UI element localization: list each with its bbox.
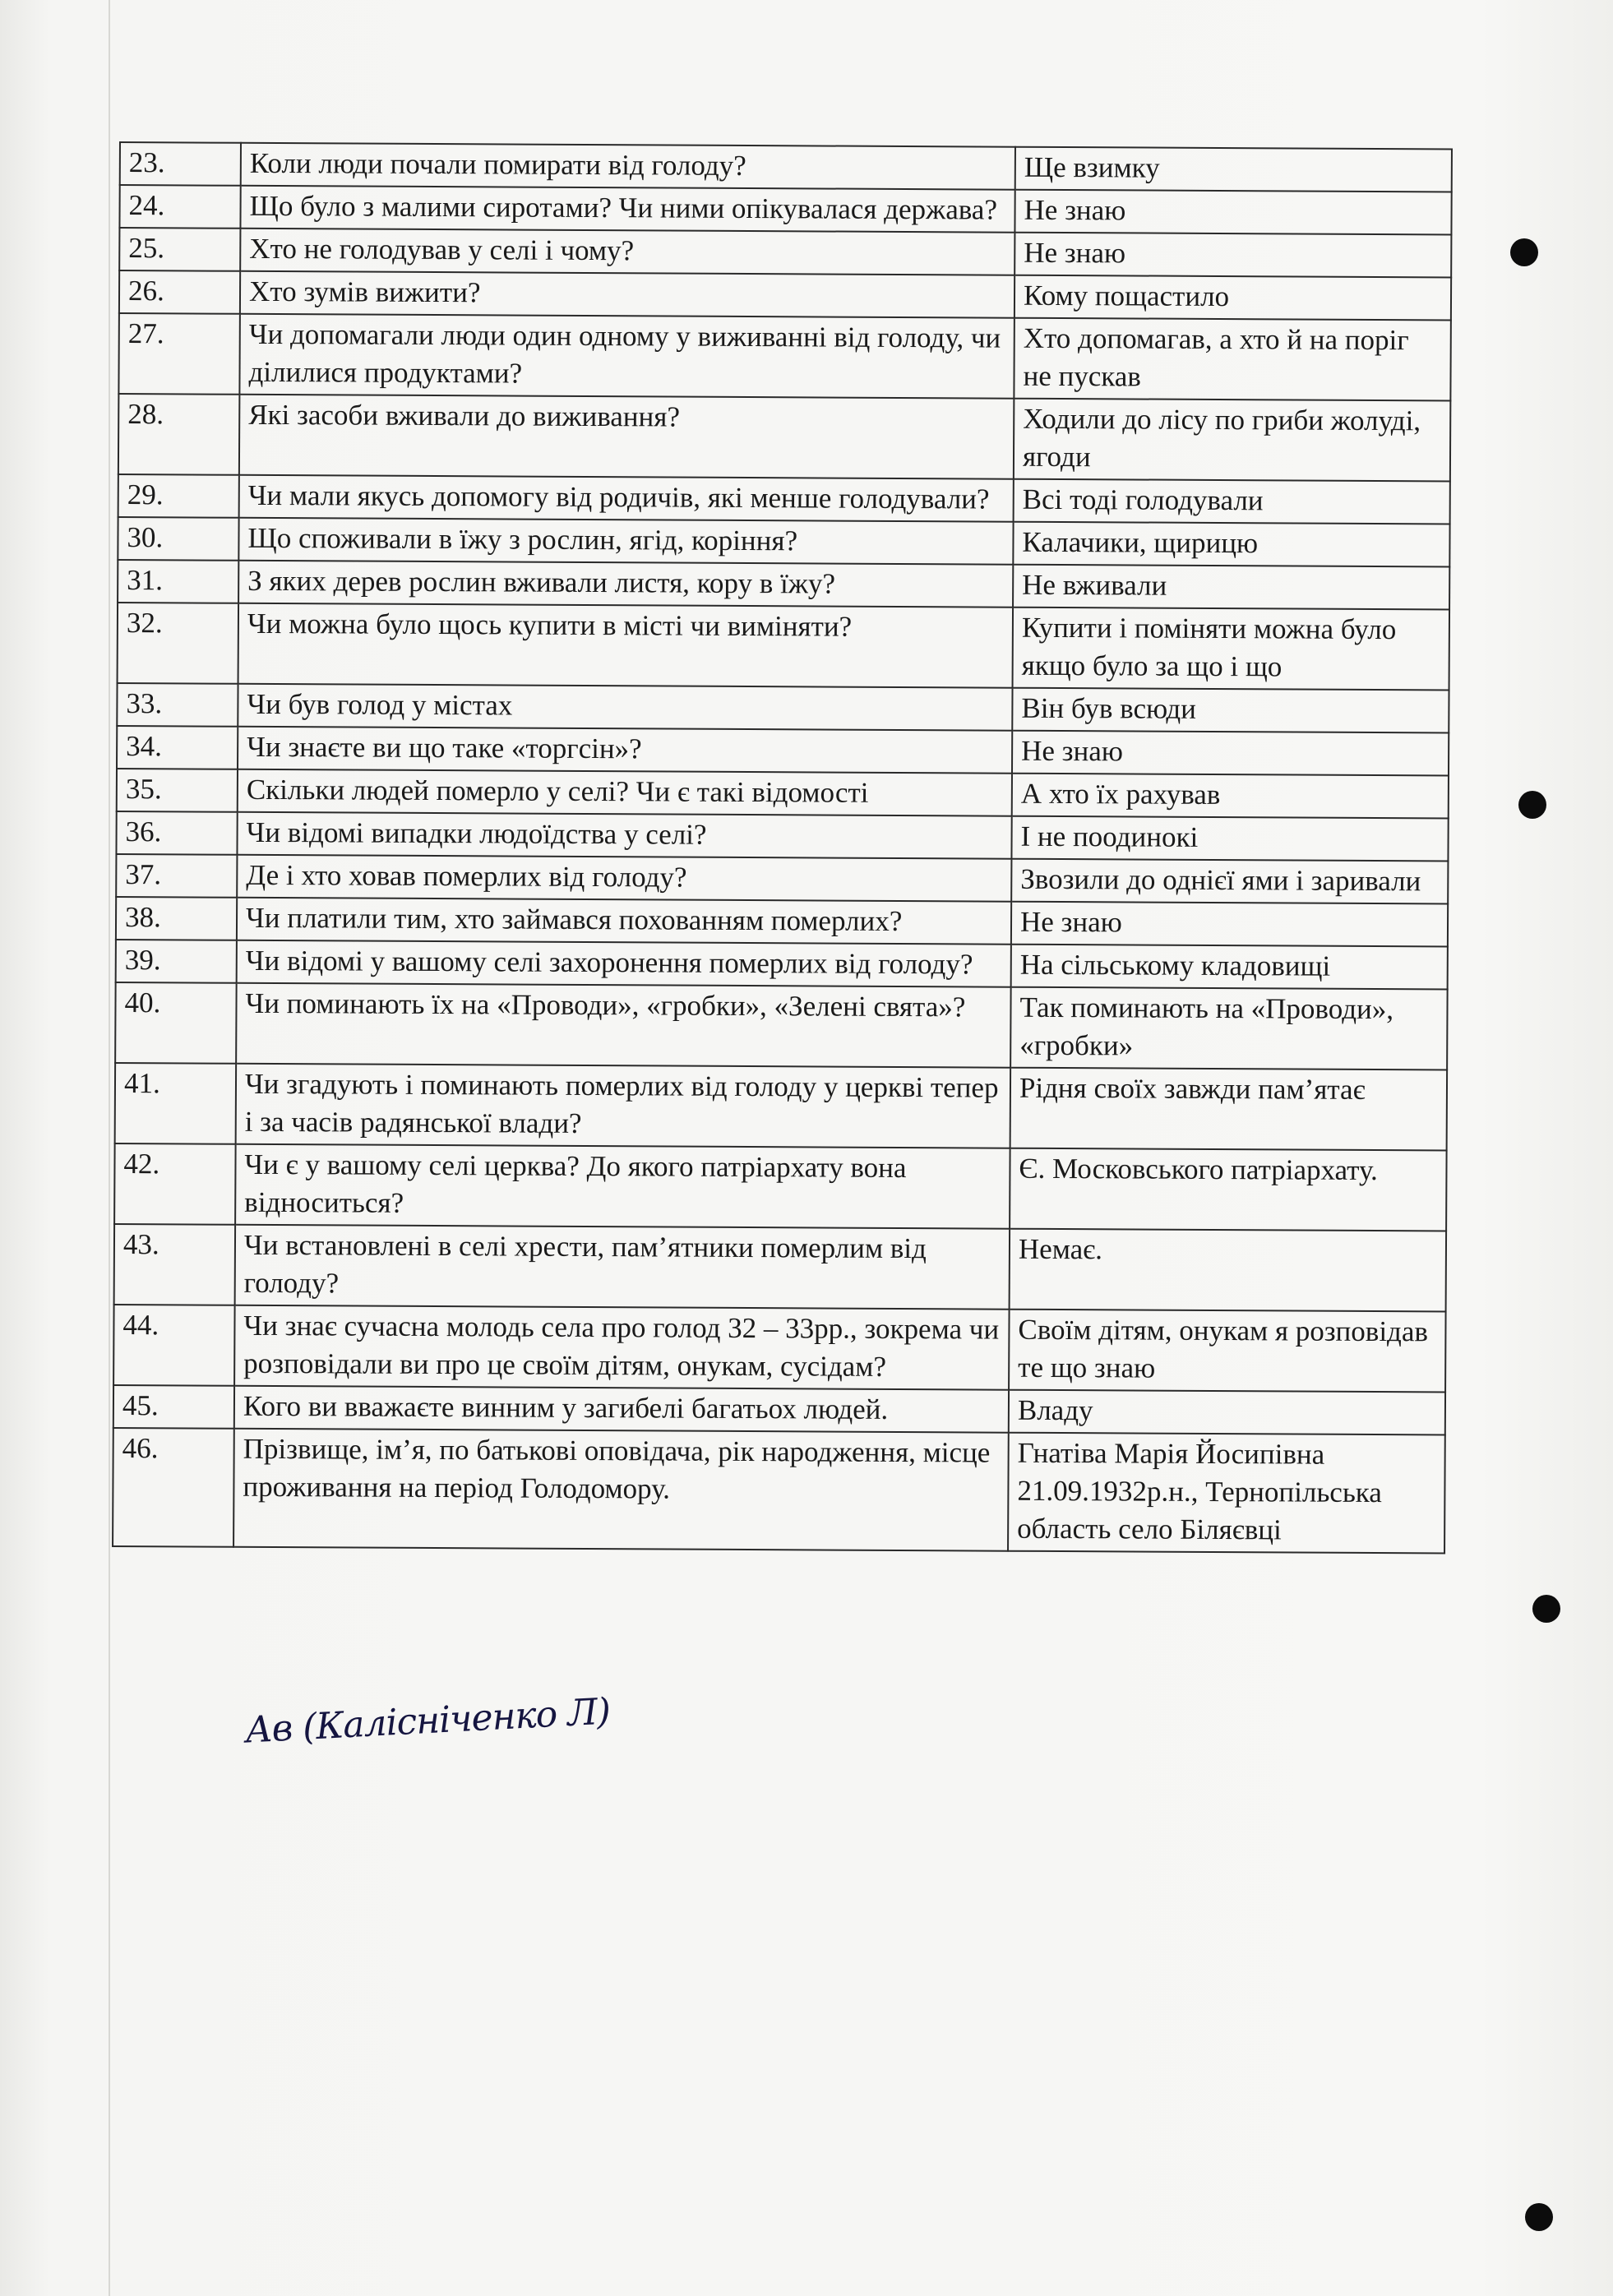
table-row [116, 811, 1448, 861]
answer-cell: Ще взимку [1015, 147, 1452, 192]
answer-cell: Владу [1009, 1390, 1445, 1435]
table-row [119, 270, 1451, 320]
question-cell: Чи мали якусь допомогу від родичів, які менше голодували? [239, 475, 1014, 522]
question-cell: Чи допомагали люди один одному у виживанні від голоду, чи ділилися продуктами? [239, 314, 1014, 399]
question-cell: Що було з малими сиротами? Чи ними опікувалася держава? [240, 186, 1014, 233]
row-number: 32. [118, 603, 239, 684]
row-number: 40. [115, 982, 237, 1064]
punch-hole [1518, 791, 1546, 819]
question-cell: Коли люди почали помирати від голоду? [241, 143, 1015, 190]
answer-cell: Звозили до однієї ями і заривали [1011, 859, 1448, 904]
row-number: 33. [117, 683, 238, 727]
handwritten-signature: Ав (Калісніченко Л) [243, 1690, 612, 1752]
row-number: 31. [118, 560, 238, 603]
table-row [116, 897, 1448, 946]
table-row [118, 517, 1449, 566]
table-row [118, 313, 1450, 400]
question-cell: Хто зумів вижити? [240, 271, 1014, 318]
row-number: 41. [115, 1063, 237, 1144]
row-number: 35. [117, 769, 238, 812]
answer-cell: Ходили до лісу по гриби жолуді, ягоди [1014, 399, 1451, 482]
table-row [115, 982, 1447, 1069]
answer-cell: Є. Московського патріархату. [1010, 1148, 1447, 1231]
row-number: 44. [113, 1305, 235, 1386]
answer-cell: На сільському кладовищі [1011, 945, 1448, 990]
question-cell: Чи встановлені в селі хрести, пам’ятники померлим від голоду? [235, 1225, 1010, 1310]
question-cell: Чи поминають їх на «Проводи», «гробки», «Зелені свята»? [236, 983, 1011, 1068]
table-row [118, 394, 1450, 481]
answer-cell: Рідня своїх завжди пам’ятає [1010, 1068, 1448, 1151]
answer-cell: Не знаю [1012, 731, 1449, 776]
table-row [113, 1305, 1445, 1392]
answer-cell: Своїм дітям, онукам я розповідав те що знаю [1009, 1310, 1446, 1393]
paper-fold-line [109, 0, 110, 2296]
row-number: 25. [119, 228, 240, 271]
row-number: 46. [113, 1428, 234, 1547]
row-number: 30. [118, 517, 238, 561]
row-number: 28. [118, 394, 240, 475]
answer-cell: Не знаю [1014, 233, 1451, 278]
question-cell: Прізвище, ім’я, по батькові оповідача, рік народження, місце проживання на період Голодомору. [233, 1429, 1009, 1551]
row-number: 42. [114, 1143, 236, 1225]
table-row [114, 1143, 1446, 1231]
question-cell: Чи відомі випадки людоїдства у селі? [237, 812, 1011, 859]
table-row [117, 726, 1449, 775]
row-number: 39. [116, 940, 237, 983]
table-row [117, 769, 1449, 818]
question-cell: Які засоби вживали до виживання? [239, 395, 1014, 479]
answer-cell: Так поминають на «Проводи», «гробки» [1010, 987, 1448, 1070]
table-row [113, 1428, 1445, 1553]
question-cell: Чи знаєте ви що таке «торгсін»? [238, 727, 1012, 774]
answer-cell: І не поодинокі [1011, 816, 1448, 862]
question-cell: Чи можна було щось купити в місті чи виміняти? [238, 603, 1014, 688]
table-row [114, 1224, 1446, 1311]
question-cell: Кого ви вважаєте винним у загибелі багатьох людей. [234, 1386, 1009, 1433]
table-row [118, 560, 1449, 609]
table-row [113, 1385, 1445, 1434]
answer-cell: А хто їх рахував [1012, 774, 1449, 819]
question-cell: Чи згадують і поминають померлих від голоду у церкві тепер і за часів радянської влади? [236, 1064, 1011, 1148]
question-cell: Хто не голодував у селі і чому? [240, 229, 1014, 275]
answer-cell: Калачики, щирицю [1013, 522, 1449, 567]
answer-cell: Він був всюди [1012, 688, 1449, 733]
question-cell: Чи відомі у вашому селі захоронення померлих від голоду? [237, 940, 1011, 987]
table-row [119, 185, 1451, 234]
questionnaire-table [112, 141, 1453, 1554]
table-row [116, 854, 1448, 903]
questionnaire-table-body [113, 142, 1452, 1553]
table-row [118, 603, 1449, 690]
question-cell: Чи є у вашому селі церква? До якого патріархату вона відноситься? [235, 1144, 1010, 1229]
row-number: 38. [116, 897, 237, 940]
row-number: 43. [114, 1224, 236, 1305]
row-number: 36. [116, 811, 237, 855]
question-cell: Де і хто ховав померлих від голоду? [237, 855, 1011, 902]
table-row [116, 940, 1448, 989]
row-number: 27. [118, 313, 240, 395]
table-row [117, 683, 1449, 732]
row-number: 29. [118, 474, 239, 518]
question-cell: Чи знає сучасна молодь села про голод 32 – 33рр., зокрема чи розповідали ви про це своїм дітям, онукам, сусідам? [234, 1305, 1010, 1390]
question-cell: Що споживали в їжу з рослин, ягід, коріння? [238, 518, 1013, 565]
answer-cell: Немає. [1010, 1229, 1447, 1312]
row-number: 24. [119, 185, 240, 229]
punch-hole [1510, 238, 1538, 266]
answer-cell: Не знаю [1014, 190, 1451, 235]
row-number: 26. [119, 270, 240, 314]
question-cell: Чи платили тим, хто займався похованням померлих? [237, 898, 1011, 945]
answer-cell: Всі тоді голодували [1014, 479, 1450, 524]
row-number: 37. [116, 854, 237, 898]
question-cell: Чи був голод у містах [238, 684, 1012, 731]
question-cell: Скільки людей померло у селі? Чи є такі відомості [238, 769, 1012, 816]
table-row [120, 142, 1452, 192]
answer-cell: Кому пощастило [1014, 275, 1451, 321]
answer-cell: Хто допомагав, а хто й на поріг не пускав [1014, 318, 1451, 401]
answer-cell: Купити і поміняти можна було якщо було за що і що [1013, 607, 1450, 691]
row-number: 23. [120, 142, 241, 186]
table-row [115, 1063, 1447, 1150]
row-number: 34. [117, 726, 238, 769]
answer-cell: Гнатіва Марія Йосипівна 21.09.1932р.н., Тернопільська область село Біляєвці [1008, 1433, 1445, 1554]
punch-hole [1532, 1595, 1560, 1623]
table-row [118, 474, 1450, 524]
question-cell: З яких дерев рослин вживали листя, кору в їжу? [238, 561, 1013, 607]
punch-hole [1525, 2203, 1553, 2231]
table-row [119, 228, 1451, 277]
row-number: 45. [113, 1385, 234, 1429]
answer-cell: Не знаю [1011, 902, 1448, 947]
answer-cell: Не вживали [1013, 565, 1449, 610]
